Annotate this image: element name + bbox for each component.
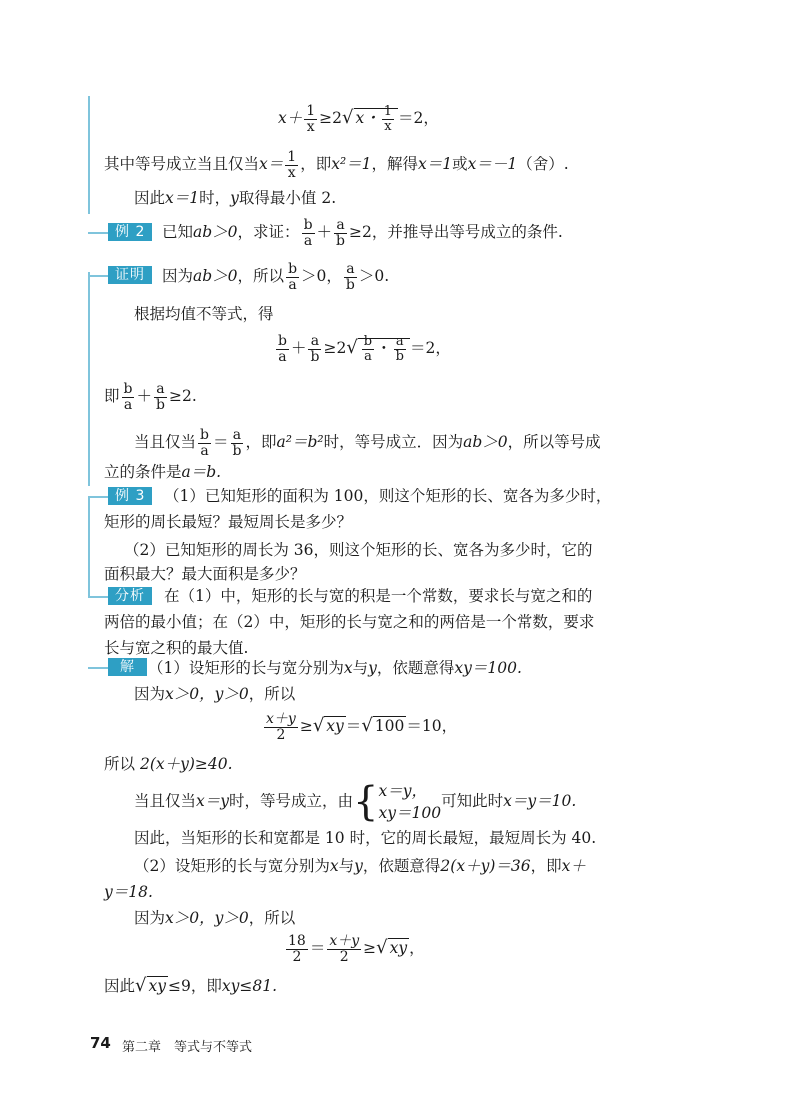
brace-icon: {	[353, 779, 379, 825]
proof-line-1: 因为ab＞0，所以 $\frac{b}{a}$ ＞0， $\frac{a}{b}$ ＞0.	[162, 261, 390, 293]
sqrt-icon: √	[361, 715, 373, 737]
fraction: $\frac{1}{x}$	[306, 103, 316, 135]
sqrt-icon: √	[346, 337, 358, 359]
proof-formula: $\frac{b}{a}$ ＋ $\frac{a}{b}$ ≥2√ $\frac{b}{a}$ ・ $\frac{a}{b}$ ＝2，	[278, 333, 451, 365]
example3-line-4: 面积最大？最大面积是多少？	[104, 565, 306, 583]
solution-line-11: 因此√ xy ≤9，即xy≤81.	[104, 975, 278, 996]
sqrt-content: x・ $\frac{1}{x}$	[354, 108, 399, 127]
equation-system: x＝y， xy＝100	[378, 782, 442, 822]
formula-term: x＋	[278, 109, 303, 128]
proof-line-2: 根据均值不等式，得	[134, 305, 274, 323]
analysis-line-1: 在（1）中，矩形的长与宽的积是一个常数，要求长与宽之和的	[164, 587, 593, 605]
solution-line-8: y＝18.	[104, 883, 153, 901]
example2-tag: 例 2	[108, 223, 152, 241]
solution-line-1: （1）设矩形的长与宽分别为x与y，依题意得xy＝100.	[148, 659, 522, 677]
example3-tag: 例 3	[108, 487, 152, 505]
tag-line-proof	[88, 275, 108, 277]
tag-line-solution	[88, 667, 108, 669]
analysis-line-3: 长与宽之积的最大值.	[104, 639, 249, 657]
sqrt-icon: √	[312, 715, 325, 737]
solution-line-7: （2）设矩形的长与宽分别为x与y，依题意得2(x＋y)＝36，即x＋	[134, 857, 586, 875]
proof-line-4: 即 $\frac{b}{a}$ ＋ $\frac{a}{b}$ ≥2.	[104, 381, 197, 413]
proof-tag: 证明	[108, 266, 152, 284]
margin-line-proof	[88, 272, 90, 486]
solution-formula-1: $\frac{x+y}{2}$ ≥√ xy ＝√ 100 ＝10，	[266, 711, 458, 743]
proof-line-6: 立的条件是a＝b.	[104, 463, 222, 481]
margin-line-top	[88, 96, 90, 214]
margin-line-ex3	[88, 496, 90, 596]
page-number: 74	[90, 1034, 111, 1052]
sqrt-icon: √	[342, 107, 354, 129]
solution-tag: 解	[108, 658, 147, 676]
sqrt-icon: √	[376, 937, 388, 959]
tag-line-example2	[88, 232, 108, 234]
example3-line-3: （2）已知矩形的周长为 36，则这个矩形的长、宽各为多少时，它的	[124, 541, 593, 559]
solution-line-6: 因此，当矩形的长和宽都是 10 时，它的周长最短，最短周长为 40.	[134, 829, 597, 847]
solution-line-5: 当且仅当x＝y时，等号成立，由{ x＝y， xy＝100 可知此时x＝y＝10.	[134, 779, 577, 825]
example2-statement: 已知ab＞0，求证： $\frac{b}{a}$ ＋ $\frac{a}{b}$ ≥2，并推导出等号成立的条件.	[162, 217, 563, 249]
chapter-title: 第二章 等式与不等式	[122, 1040, 253, 1055]
solution-line-9: 因为x＞0，y＞0，所以	[134, 909, 296, 927]
tag-line-example3	[88, 496, 108, 498]
conclusion-line: 因此x＝1时，y取得最小值 2.	[134, 189, 337, 207]
formula-top: x＋ $\frac{1}{x}$ ≥2√ x・ $\frac{1}{x}$ ＝2，	[278, 103, 439, 135]
analysis-tag: 分析	[108, 587, 152, 605]
sqrt-icon: √	[135, 975, 147, 996]
equality-condition: 其中等号成立当且仅当x＝ $\frac{1}{x}$ ，即x²＝1，解得x＝1或x＝－1（舍）.	[104, 149, 569, 181]
proof-line-5: 当且仅当 $\frac{b}{a}$ ＝ $\frac{a}{b}$ ，即a²＝b²时，等号成立．因为ab＞0，所以等号成	[134, 427, 601, 459]
analysis-line-2: 两倍的最小值；在（2）中，矩形的长与宽之和的两倍是一个常数，要求	[104, 613, 595, 631]
tag-line-analysis	[88, 596, 108, 598]
example3-line-1: （1）已知矩形的面积为 100，则这个矩形的长、宽各为多少时，	[164, 487, 612, 505]
example3-line-2: 矩形的周长最短？最短周长是多少？	[104, 513, 353, 531]
solution-line-2: 因为x＞0，y＞0，所以	[134, 685, 296, 703]
solution-line-4: 所以 2(x＋y)≥40.	[104, 755, 233, 773]
solution-formula-2: $\frac{18}{2}$ ＝ $\frac{x+y}{2}$ ≥√ xy ，	[288, 933, 425, 965]
